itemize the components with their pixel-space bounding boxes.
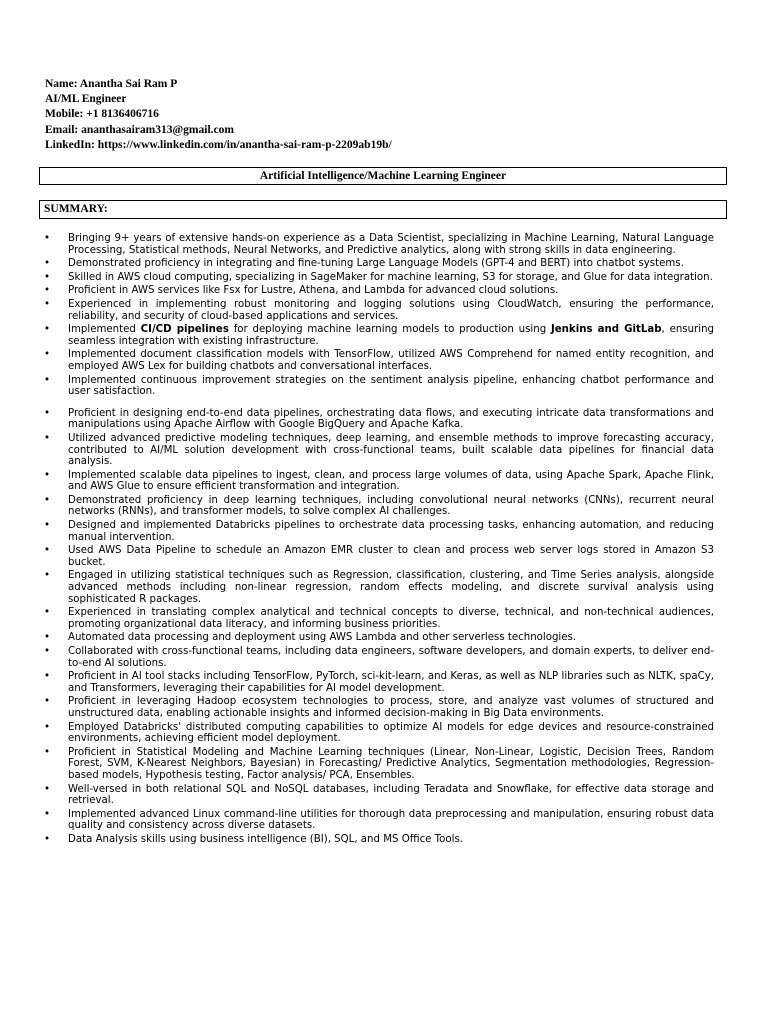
list-item: • Experienced in implementing robust monitoring and logging solutions using CloudWatch, ensuring the performance, reliability, and security of cloud-based applications and services. [44, 299, 714, 322]
list-item: • Bringing 9+ years of extensive hands-on experience as a Data Scientist, specializing in Machine Learning, Natural Language Processing, Statistical methods, Neural Networks, and Predictive analytics, along with strong skills in data engineering. [44, 233, 714, 256]
list-item [44, 324, 714, 347]
list-item-text: for deploying machine learning models to production using [228, 324, 551, 336]
list-item: • Implemented continuous improvement strategies on the sentiment analysis pipeline, enhancing chatbot performance and user satisfaction. [44, 375, 714, 398]
summary-list [44, 233, 714, 848]
list-item: • Proficient in leveraging Hadoop ecosystem technologies to process, store, and analyze vast volumes of structured and unstructured data, enabling actionable insights and informed decision-making in Big Data environments. [44, 696, 714, 719]
list-item-text: Implemented [68, 324, 141, 336]
job-title-box [39, 167, 727, 185]
list-item: • Implemented advanced Linux command-line utilities for thorough data preprocessing and manipulation, ensuring robust data quality and consistency across diverse datasets. [44, 809, 714, 832]
list-item: • Utilized advanced predictive modeling techniques, deep learning, and ensemble methods to improve forecasting accuracy, contributed to AI/ML solution development with cross-functional teams, built scalable data pipelines for financial data analysis. [44, 433, 714, 468]
mobile-line: Mobile: +1 8136406716 [45, 108, 159, 121]
list-item: • Used AWS Data Pipeline to schedule an Amazon EMR cluster to clean and process web server logs stored in Amazon S3 bucket. [44, 545, 714, 568]
list-item: • Skilled in AWS cloud computing, specializing in SageMaker for machine learning, S3 for storage, and Glue for data integration. [44, 272, 714, 284]
list-item: • Well-versed in both relational SQL and NoSQL databases, including Teradata and Snowflake, for effective data storage and retrieval. [44, 784, 714, 807]
list-item: • Proficient in AI tool stacks including TensorFlow, PyTorch, sci-kit-learn, and Keras, as well as NLP libraries such as NLTK, spaCy, and Transformers, leveraging their capabilities for AI model development. [44, 671, 714, 694]
list-item: • Designed and implemented Databricks pipelines to orchestrate data processing tasks, enhancing automation, and reducing manual intervention. [44, 520, 714, 543]
linkedin-line[interactable]: LinkedIn: https://www.linkedin.com/in/anantha-sai-ram-p-2209ab19b/ [45, 138, 392, 151]
list-item: • Employed Databricks' distributed computing capabilities to optimize AI models for edge devices and resource-constrained environments, achieving efficient model deployment. [44, 722, 714, 745]
list-item: • Experienced in translating complex analytical and technical concepts to diverse, technical, and non-technical audiences, promoting organizational data literacy, and informing business priorities. [44, 607, 714, 630]
list-item-bold: CI/CD pipelines [140, 324, 229, 336]
contact-header [45, 77, 392, 153]
list-item: • Automated data processing and deployment using AWS Lambda and other serverless technologies. [44, 632, 714, 644]
list-item: • Proficient in designing end-to-end data pipelines, orchestrating data flows, and executing intricate data transformations and manipulations using Apache Airflow with Google BigQuery and Apache Kafka. [44, 408, 714, 431]
candidate-name: Name: Anantha Sai Ram P [45, 78, 178, 90]
list-item: • Data Analysis skills using business intelligence (BI), SQL, and MS Office Tools. [44, 834, 714, 846]
list-item-text: , ensuring seamless integration with existing infrastructure. [68, 324, 714, 347]
list-item-bold: Jenkins and GitLab [550, 324, 662, 336]
list-item: • Demonstrated proficiency in deep learning techniques, including convolutional neural networks (CNNs), recurrent neural networks (RNNs), and transformer models, to solve complex AI challenges. [44, 495, 714, 518]
list-item: • Proficient in Statistical Modeling and Machine Learning techniques (Linear, Non-Linear, Logistic, Decision Trees, Random Forest, SVM, K-Nearest Neighbors, Bayesian) in Forecasting/ Predictive Analytics, Segmentation methodologies, Regression-based models, Hypothesis testing, Factor analysis/ PCA, Ensembles. [44, 747, 714, 782]
email-line[interactable]: Email: ananthasairam313@gmail.com [45, 123, 234, 136]
summary-heading-box [39, 200, 727, 219]
list-item: • Engaged in utilizing statistical techniques such as Regression, classification, clustering, and Time Series analysis, alongside advanced methods including non-linear regression, random effects modeling, and discrete survival analysis using sophisticated R packages. [44, 570, 714, 605]
list-item: • Demonstrated proficiency in integrating and fine-tuning Large Language Models (GPT-4 and BERT) into chatbot systems. [44, 258, 714, 270]
list-item: • Proficient in AWS services like Fsx for Lustre, Athena, and Lambda for advanced cloud solutions. [44, 285, 714, 297]
candidate-role: AI/ML Engineer [45, 93, 127, 106]
job-title: Artificial Intelligence/Machine Learning Engineer [259, 170, 507, 182]
summary-heading: SUMMARY: [44, 203, 108, 215]
list-item: • Collaborated with cross-functional teams, including data engineers, software developers, and domain experts, to deliver end-to-end AI solutions. [44, 646, 714, 669]
list-item: • Implemented scalable data pipelines to ingest, clean, and process large volumes of data, using Apache Spark, Apache Flink, and AWS Glue to ensure efficient transformation and integration. [44, 470, 714, 493]
list-item: • Implemented document classification models with TensorFlow, utilized AWS Comprehend for named entity recognition, and employed AWS Lex for building chatbots and conversational interfaces. [44, 349, 714, 372]
